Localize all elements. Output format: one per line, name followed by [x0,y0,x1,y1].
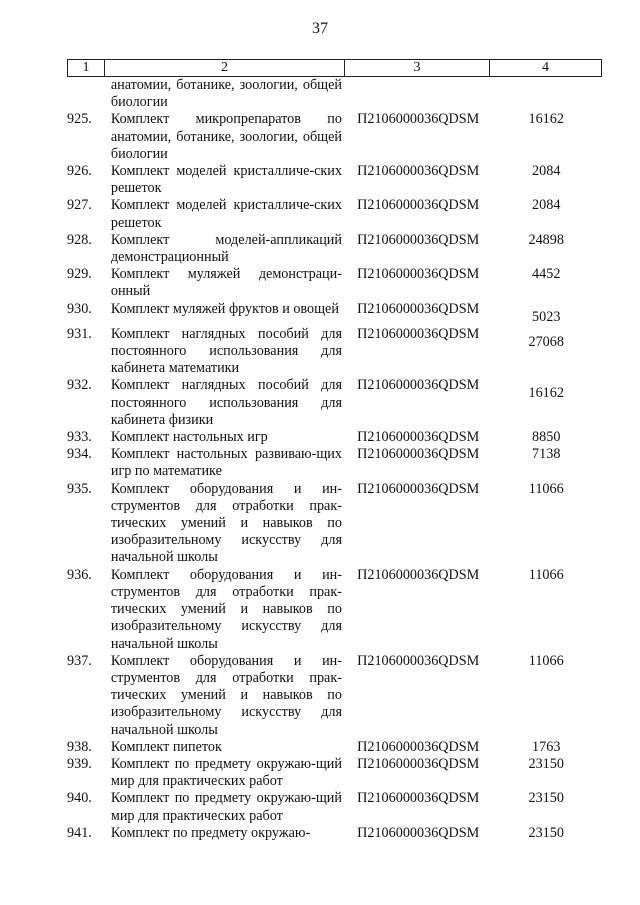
row-number: 939. [67,755,92,772]
item-quantity: 1763 [532,738,561,755]
item-code: П2106000036QDSM [357,231,480,248]
row-number: 930. [67,300,92,317]
column-header-2: 2 [105,60,345,76]
table-row [67,197,602,231]
item-name: Комплект моделей-аппликаций демонстрационный [110,231,342,266]
item-code [346,77,490,111]
item-quantity: 16162 [528,111,564,128]
item-quantity: 4452 [532,266,561,283]
table-row [67,825,602,842]
item-quantity: 23150 [528,790,564,807]
item-code: П2106000036QDSM [357,111,480,128]
item-name: Комплект муляжей демонстраци-онный [110,266,342,300]
item-code: П2106000036QDSM [357,325,480,342]
table-row [67,77,602,111]
table-header [67,59,602,77]
item-quantity: 11066 [528,480,564,497]
item-quantity: 16162 [528,385,564,402]
item-name: Комплект микропрепаратов по анатомии, ботанике, зоологии, общей биологии [110,111,342,162]
item-name: Комплект оборудования и ин-струментов для отработки прак-тических умений и навыков по изобразительному искусству для начальной школы [110,480,342,566]
item-name: анатомии, ботанике, зоологии, общей биологии [110,77,342,111]
item-quantity: 24898 [528,231,564,248]
item-name: Комплект оборудования и ин-струментов для отработки прак-тических умений и навыков по изобразительному искусству для начальной школы [110,566,342,652]
row-number: 931. [67,325,92,342]
item-code: П2106000036QDSM [357,480,480,497]
row-number: 941. [67,824,92,841]
table-row [67,790,602,824]
item-quantity: 5023 [532,308,561,325]
item-quantity: 7138 [532,446,561,463]
table-body [67,77,602,842]
row-number: 933. [67,429,92,446]
table-row [67,481,602,567]
row-number: 927. [67,197,92,214]
item-code: П2106000036QDSM [357,300,480,317]
table-row [67,377,602,429]
item-name: Комплект по предмету окружаю- [110,824,311,841]
column-header-3: 3 [345,60,490,76]
table-row [67,653,602,739]
item-name: Комплект муляжей фруктов и овощей [110,300,339,317]
item-code: П2106000036QDSM [357,755,480,772]
table-row [67,446,602,480]
row-number: 934. [67,446,92,463]
item-code: П2106000036QDSM [357,377,480,394]
row-number: 929. [67,266,92,283]
item-code: П2106000036QDSM [357,163,480,180]
item-code: П2106000036QDSM [357,446,480,463]
item-quantity: 8850 [532,429,561,446]
table-row [67,567,602,653]
table-row [67,111,602,163]
item-quantity: 23150 [528,824,564,841]
table-row [67,266,602,300]
table-row [67,301,602,326]
row-number [67,77,105,111]
item-code: П2106000036QDSM [357,824,480,841]
row-number: 936. [67,566,92,583]
item-name: Комплект оборудования и ин-струментов для отработки прак-тических умений и навыков по изобразительному искусству для начальной школы [110,652,342,738]
item-quantity: 23150 [528,755,564,772]
table-row [67,163,602,197]
row-number: 932. [67,377,92,394]
item-quantity: 27068 [528,333,564,350]
item-name: Комплект моделей кристалличе-ских решеток [110,197,342,231]
row-number: 926. [67,163,92,180]
table-row [67,756,602,790]
item-name: Комплект настольных игр [110,429,268,446]
table-row [67,326,602,378]
item-quantity: 11066 [528,652,564,669]
item-code: П2106000036QDSM [357,429,480,446]
column-header-1: 1 [67,60,105,76]
item-quantity: 11066 [528,566,564,583]
item-code: П2106000036QDSM [357,566,480,583]
item-name: Комплект пипеток [110,738,222,755]
item-quantity: 2084 [532,163,561,180]
item-name: Комплект по предмету окружаю-щий мир для практических работ [110,755,342,790]
row-number: 937. [67,652,92,669]
item-name: Комплект настольных развиваю-щих игр по математике [110,446,342,480]
item-code: П2106000036QDSM [357,790,480,807]
row-number: 935. [67,480,92,497]
item-code: П2106000036QDSM [357,738,480,755]
item-name: Комплект наглядных пособий для постоянного использования для кабинета математики [110,325,342,377]
equipment-table [67,59,602,842]
row-number: 928. [67,231,92,248]
item-name: Комплект моделей кристалличе-ских решеток [110,163,342,197]
item-name: Комплект наглядных пособий для постоянного использования для кабинета физики [110,377,342,428]
page-number: 37 [312,20,328,37]
item-quantity [490,77,602,111]
column-header-4: 4 [490,60,602,76]
row-number: 938. [67,738,92,755]
table-row [67,429,602,446]
table-row [67,739,602,756]
item-code: П2106000036QDSM [357,652,480,669]
row-number: 925. [67,111,92,128]
item-code: П2106000036QDSM [357,197,480,214]
table-row [67,232,602,266]
item-name: Комплект по предмету окружаю-щий мир для практических работ [110,790,342,824]
row-number: 940. [67,790,92,807]
item-quantity: 2084 [532,197,561,214]
item-code: П2106000036QDSM [357,266,480,283]
